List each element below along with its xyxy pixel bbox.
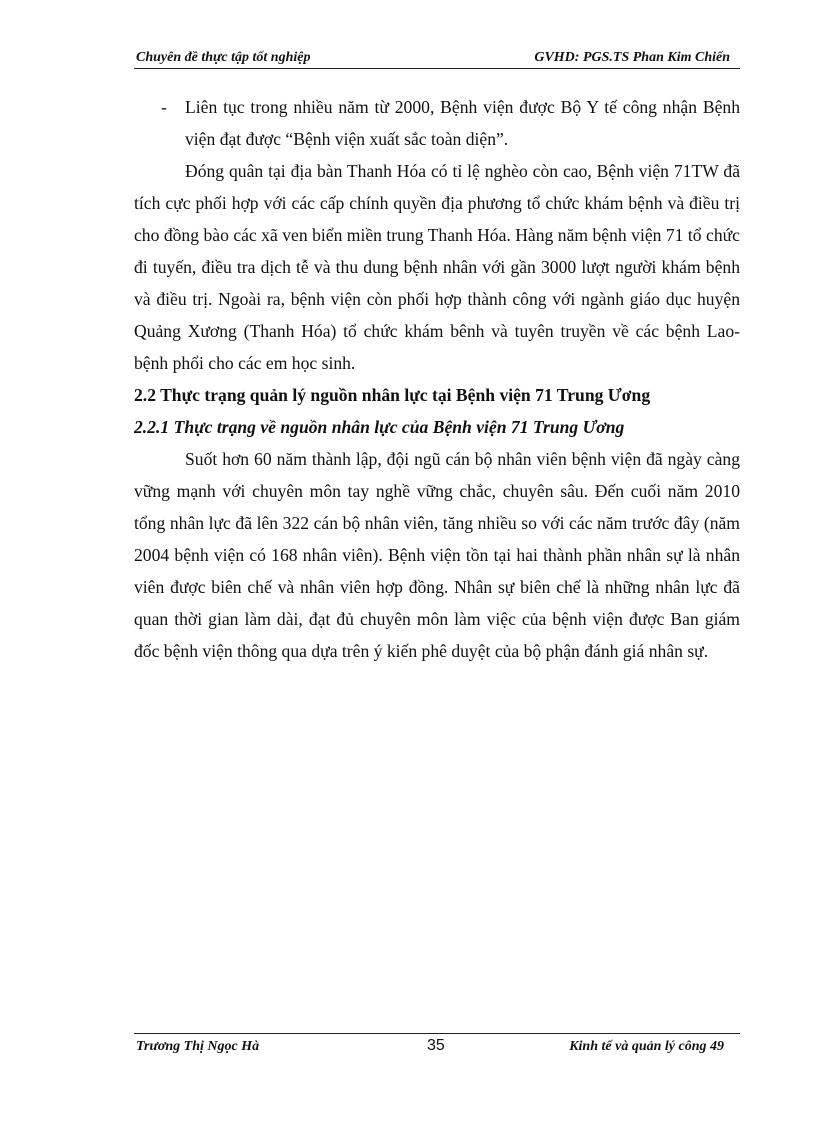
section-heading: 2.2 Thực trạng quản lý nguồn nhân lực tại Bệnh viện 71 Trung Ương — [134, 385, 651, 405]
page-header — [134, 46, 740, 69]
page-content — [134, 91, 740, 667]
subsection-heading: 2.2.1 Thực trạng về nguồn nhân lực của Bệnh viện 71 Trung Ương — [134, 417, 625, 437]
paragraph: Suốt hơn 60 năm thành lập, đội ngũ cán bộ nhân viên bệnh viện đã ngày càng vững mạnh với chuyên môn tay nghề vững chắc, chuyên sâu. Đến cuối năm 2010 tổng nhân lực đã lên 322 cán bộ nhân viên, tăng nhiều so với các năm trước đây (năm 2004 bệnh viện có 168 nhân viên). Bệnh viện tồn tại hai thành phần nhân sự là nhân viên được biên chế và nhân viên hợp đồng. Nhân sự biên chế là những nhân lực đã quan thời gian làm dài, đạt đủ chuyên môn làm việc của bệnh viện được Ban giám đốc bệnh viện thông qua dựa trên ý kiến phê duyệt của bộ phận đánh giá nhân sự. — [134, 449, 740, 661]
header-supervisor: GVHD: PGS.TS Phan Kim Chiến — [534, 50, 730, 65]
bullet-text: Liên tục trong nhiều năm từ 2000, Bệnh viện được Bộ Y tế công nhận Bệnh viện đạt được “Bệnh viện xuất sắc toàn diện”. — [185, 97, 740, 149]
footer-author: Trương Thị Ngọc Hà — [136, 1039, 260, 1054]
page-number: 35 — [427, 1037, 445, 1054]
bullet-dash: - — [161, 97, 167, 117]
bullet-item — [134, 91, 740, 155]
header-title: Chuyên đề thực tập tốt nghiệp — [136, 50, 311, 65]
footer-class: Kinh tế và quản lý công 49 — [569, 1039, 724, 1054]
paragraph: Đóng quân tại địa bàn Thanh Hóa có tỉ lệ nghèo còn cao, Bệnh viện 71TW đã tích cực phối hợp với các cấp chính quyền địa phương tổ chức khám bệnh và điều trị cho đồng bào các xã ven biển miền trung Thanh Hóa. Hàng năm bệnh viện 71 tổ chức đi tuyến, điều tra dịch tễ và thu dung bệnh nhân với gần 3000 lượt người khám bệnh và điều trị. Ngoài ra, bệnh viện còn phối hợp thành công với ngành giáo dục huyện Quảng Xương (Thanh Hóa) tổ chức khám bênh và tuyên truyền về các bệnh Lao-bệnh phổi cho các em học sinh. — [134, 161, 740, 373]
page-footer — [134, 1033, 740, 1064]
